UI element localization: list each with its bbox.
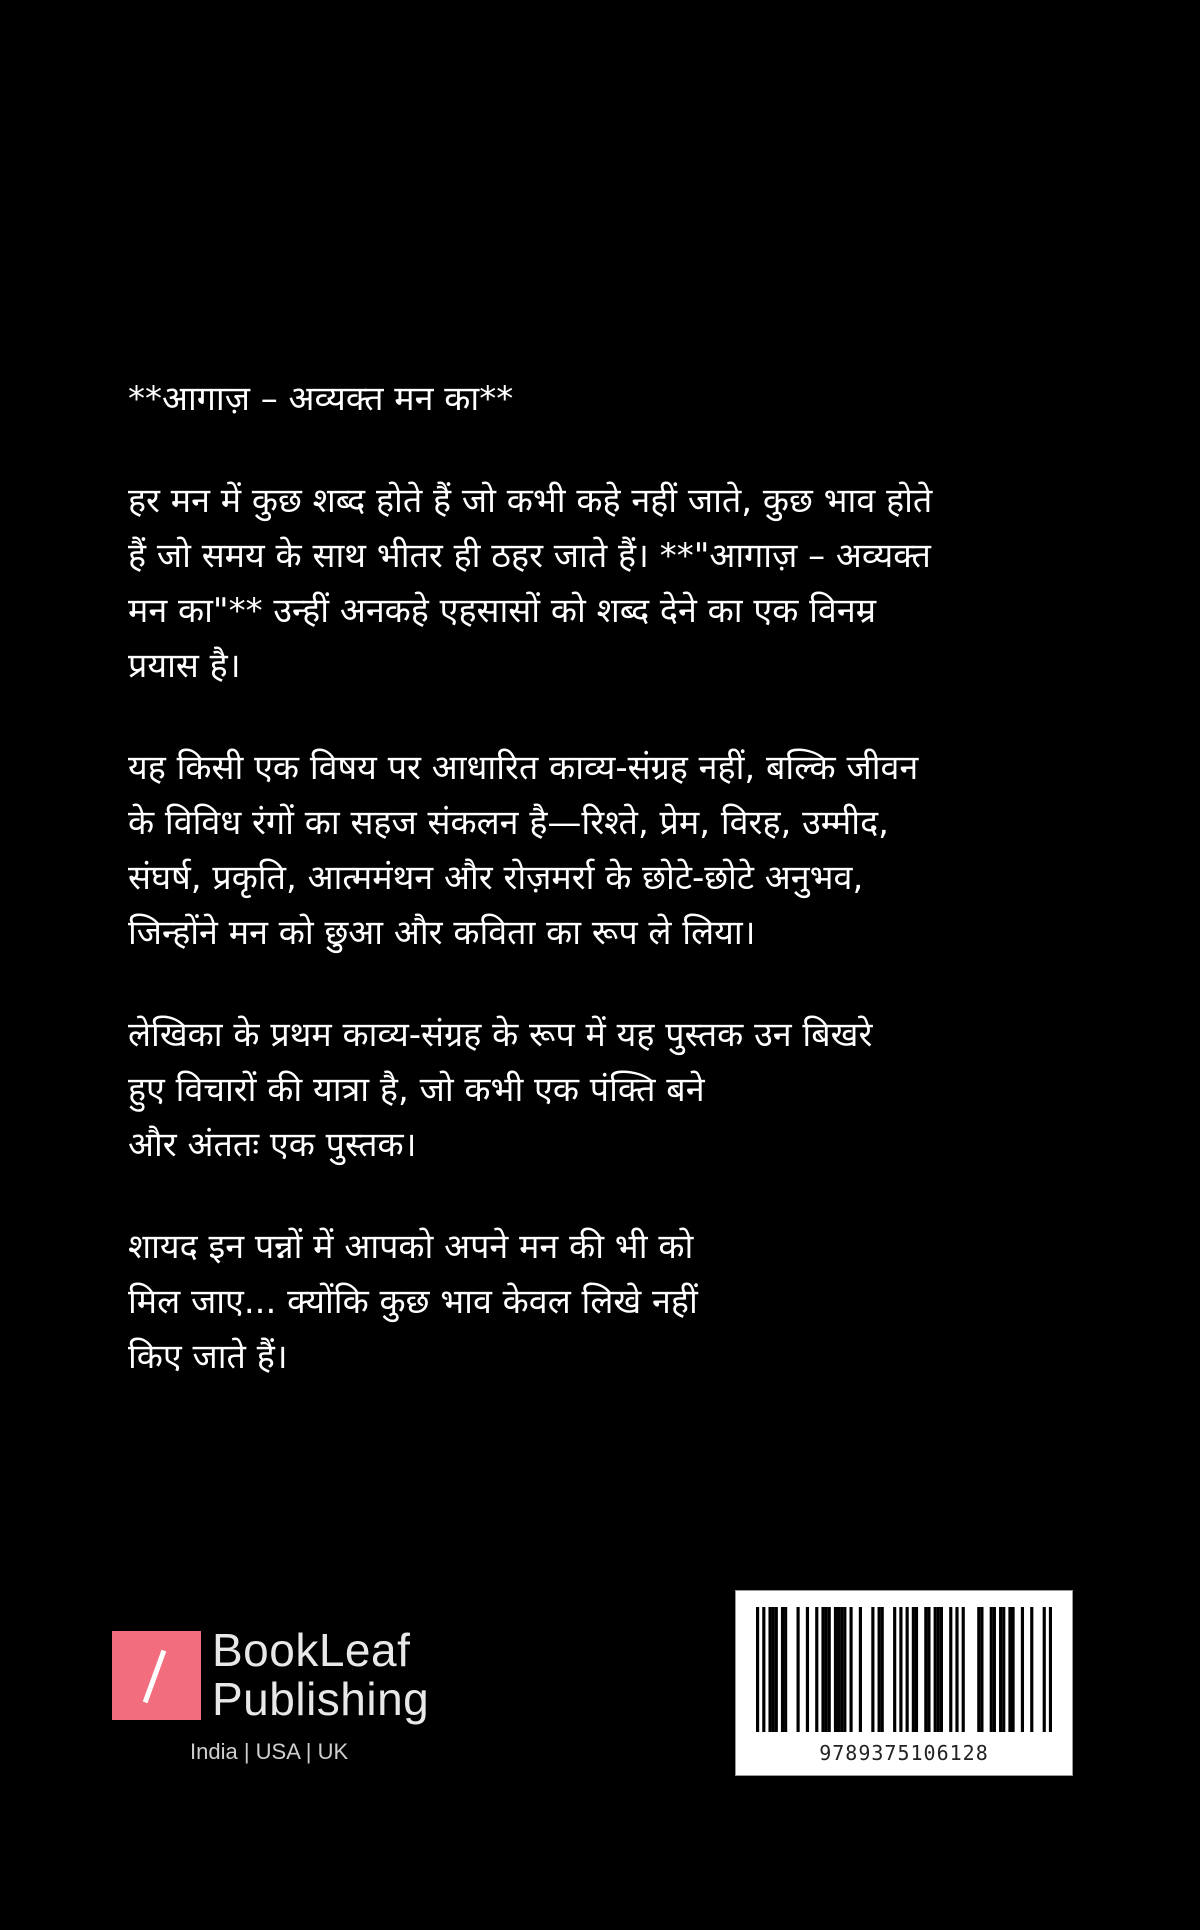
barcode-bar — [955, 1607, 958, 1732]
barcode-bar — [1008, 1607, 1011, 1732]
publisher-regions: India | USA | UK — [190, 1739, 349, 1764]
barcode-bar — [1049, 1607, 1052, 1732]
barcode-bar — [899, 1607, 902, 1732]
barcode-bar — [1011, 1607, 1014, 1732]
blurb-line: प्रयास है। — [128, 646, 241, 686]
barcode-bar — [980, 1607, 983, 1732]
blurb-paragraph — [128, 741, 1078, 961]
barcode-bar — [821, 1607, 824, 1732]
isbn-barcode — [735, 1590, 1073, 1776]
publisher-name-line2: Publishing — [212, 1673, 430, 1725]
publisher-logo — [112, 1624, 452, 1781]
barcode-bar — [775, 1607, 778, 1732]
blurb — [128, 372, 1078, 1432]
blurb-line: हर मन में कुछ शब्द होते हैं जो कभी कहे नहीं जाते, कुछ भाव होते — [128, 481, 933, 521]
barcode-bar — [871, 1607, 874, 1732]
blurb-paragraph — [128, 474, 1078, 694]
blurb-line: यह किसी एक विषय पर आधारित काव्य-संग्रह नहीं, बल्कि जीवन — [128, 748, 919, 788]
barcode-bar — [924, 1607, 927, 1732]
blurb-line: शायद इन पन्नों में आपको अपने मन की भी को — [128, 1227, 694, 1267]
barcode-bar — [756, 1607, 759, 1732]
barcode-bar — [962, 1607, 965, 1732]
barcode-bar — [906, 1607, 909, 1732]
barcode-bar — [772, 1607, 775, 1732]
barcode-bar — [1043, 1607, 1046, 1732]
blurb-line: संघर्ष, प्रकृति, आत्ममंथन और रोज़मर्रा के छोटे-छोटे अनुभव, — [128, 858, 864, 898]
barcode-bar — [843, 1607, 846, 1732]
slash-logo-icon — [112, 1631, 201, 1720]
blurb-line: के विविध रंगों का सहज संकलन है—रिश्ते, प्रेम, विरह, उम्मीद, — [128, 803, 889, 843]
barcode-bar — [881, 1607, 884, 1732]
isbn-number: 9789375106128 — [819, 1741, 989, 1765]
barcode-bar — [768, 1607, 771, 1732]
barcode-bar — [784, 1607, 787, 1732]
barcode-bar — [940, 1607, 943, 1732]
publisher-name-line1: BookLeaf — [212, 1624, 411, 1676]
barcode-bar — [912, 1607, 915, 1732]
barcode-bar — [837, 1607, 840, 1732]
barcode-bar — [937, 1607, 940, 1732]
barcode-bar — [797, 1607, 800, 1732]
barcode-bar — [915, 1607, 918, 1732]
barcode-bar — [893, 1607, 896, 1732]
blurb-line: और अंततः एक पुस्तक। — [128, 1125, 417, 1165]
barcode-bar — [927, 1607, 930, 1732]
barcode-bar — [849, 1607, 852, 1732]
barcode-bar — [990, 1607, 993, 1732]
barcode-bar — [815, 1607, 818, 1732]
barcode-bar — [878, 1607, 881, 1732]
barcode-bar — [977, 1607, 980, 1732]
blurb-paragraph — [128, 1008, 1078, 1173]
barcode-bar — [1002, 1607, 1005, 1732]
blurb-line: लेखिका के प्रथम काव्य-संग्रह के रूप में यह पुस्तक उन बिखरे — [128, 1015, 873, 1055]
barcode-bar — [781, 1607, 784, 1732]
slash-mark — [143, 1650, 167, 1703]
barcode-bar — [993, 1607, 996, 1732]
barcode-bar — [934, 1607, 937, 1732]
barcode-bar — [828, 1607, 831, 1732]
barcode-bar — [949, 1607, 952, 1732]
blurb-line: किए जाते हैं। — [128, 1337, 288, 1377]
barcode-bar — [859, 1607, 862, 1732]
barcode-bar — [762, 1607, 765, 1732]
blurb-line: मन का"** उन्हीं अनकहे एहसासों को शब्द देने का एक विनम्र — [128, 591, 877, 631]
barcode-bar — [1030, 1607, 1033, 1732]
blurb-line: मिल जाए... क्योंकि कुछ भाव केवल लिखे नहीं — [128, 1282, 698, 1322]
barcode-bar — [840, 1607, 843, 1732]
blurb-paragraph — [128, 1220, 783, 1385]
blurb-line: जिन्होंने मन को छुआ और कविता का रूप ले लिया। — [128, 913, 756, 953]
barcode-bar — [806, 1607, 809, 1732]
barcode-bar — [999, 1607, 1002, 1732]
barcode-bar — [834, 1607, 837, 1732]
barcode-bar — [825, 1607, 828, 1732]
barcode-bars — [756, 1607, 1052, 1732]
blurb-heading: **आगाज़ – अव्यक्त मन का** — [128, 379, 514, 419]
barcode-bar — [1021, 1607, 1024, 1732]
blurb-line: हुए विचारों की यात्रा है, जो कभी एक पंक्ति बने — [128, 1070, 705, 1110]
blurb-line: हैं जो समय के साथ भीतर ही ठहर जाते हैं। **"आगाज़ – अव्यक्त — [128, 536, 931, 576]
